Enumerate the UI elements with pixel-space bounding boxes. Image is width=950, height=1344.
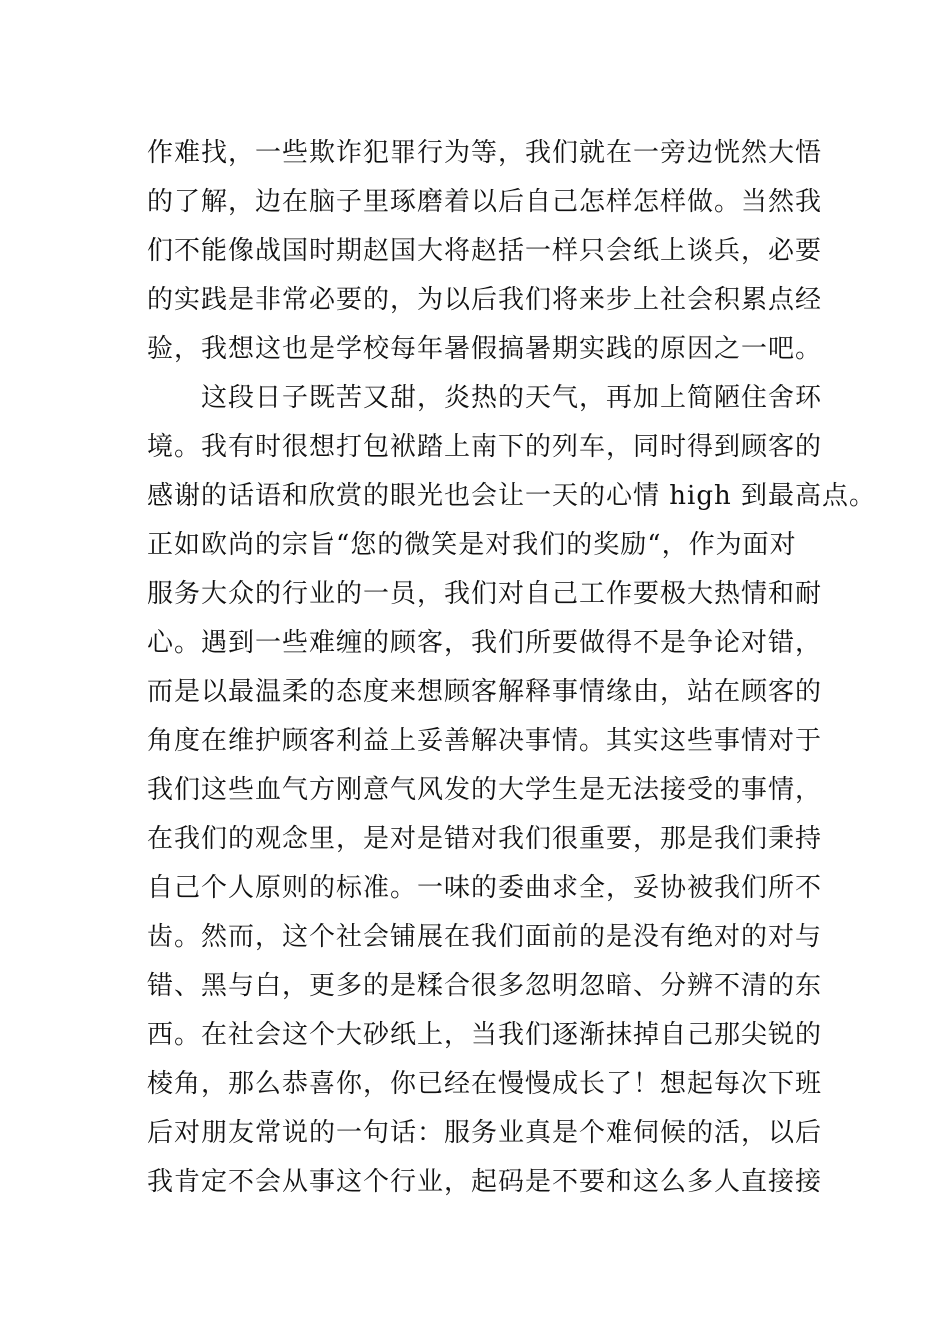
- body-text: [147, 129, 876, 1207]
- text-line: 西。在社会这个大砂纸上，当我们逐渐抹掉自己那尖锐的: [147, 1020, 823, 1050]
- text-line: 心。遇到一些难缠的顾客，我们所要做得不是争论对错，: [147, 628, 823, 658]
- paragraph-start-line: 这段日子既苦又甜，炎热的天气，再加上简陋住舍环: [201, 383, 823, 413]
- text-line: 验，我想这也是学校每年暑假搞暑期实践的原因之一吧。: [147, 334, 823, 364]
- text-line: 齿。然而，这个社会铺展在我们面前的是没有绝对的对与: [147, 922, 823, 952]
- text-line: 的实践是非常必要的，为以后我们将来步上社会积累点经: [147, 285, 823, 315]
- text-line: 作难找，一些欺诈犯罪行为等，我们就在一旁边恍然大悟: [147, 138, 823, 168]
- text-line: 们不能像战国时期赵国大将赵括一样只会纸上谈兵，必要: [147, 236, 823, 266]
- text-line: 棱角，那么恭喜你，你已经在慢慢成长了！想起每次下班: [147, 1069, 823, 1099]
- text-line: 错、黑与白，更多的是糅合很多忽明忽暗、分辨不清的东: [147, 971, 823, 1001]
- text-line: 正如欧尚的宗旨“您的微笑是对我们的奖励“，作为面对: [147, 530, 797, 560]
- text-line: 后对朋友常说的一句话：服务业真是个难伺候的活，以后: [147, 1118, 823, 1148]
- text-line: 感谢的话语和欣赏的眼光也会让一天的心情 high 到最高点。: [147, 481, 876, 511]
- text-line: 我们这些血气方刚意气风发的大学生是无法接受的事情，: [147, 775, 823, 805]
- text-line: 的了解，边在脑子里琢磨着以后自己怎样怎样做。当然我: [147, 187, 823, 217]
- text-line: 境。我有时很想打包袱踏上南下的列车，同时得到顾客的: [147, 432, 823, 462]
- text-line: 自己个人原则的标准。一味的委曲求全，妥协被我们所不: [147, 873, 823, 903]
- text-line: 服务大众的行业的一员，我们对自己工作要极大热情和耐: [147, 579, 823, 609]
- text-line: 我肯定不会从事这个行业，起码是不要和这么多人直接接: [147, 1167, 823, 1197]
- text-line: 在我们的观念里，是对是错对我们很重要，那是我们秉持: [147, 824, 823, 854]
- text-line: 角度在维护顾客利益上妥善解决事情。其实这些事情对于: [147, 726, 823, 756]
- text-line: 而是以最温柔的态度来想顾客解释事情缘由，站在顾客的: [147, 677, 823, 707]
